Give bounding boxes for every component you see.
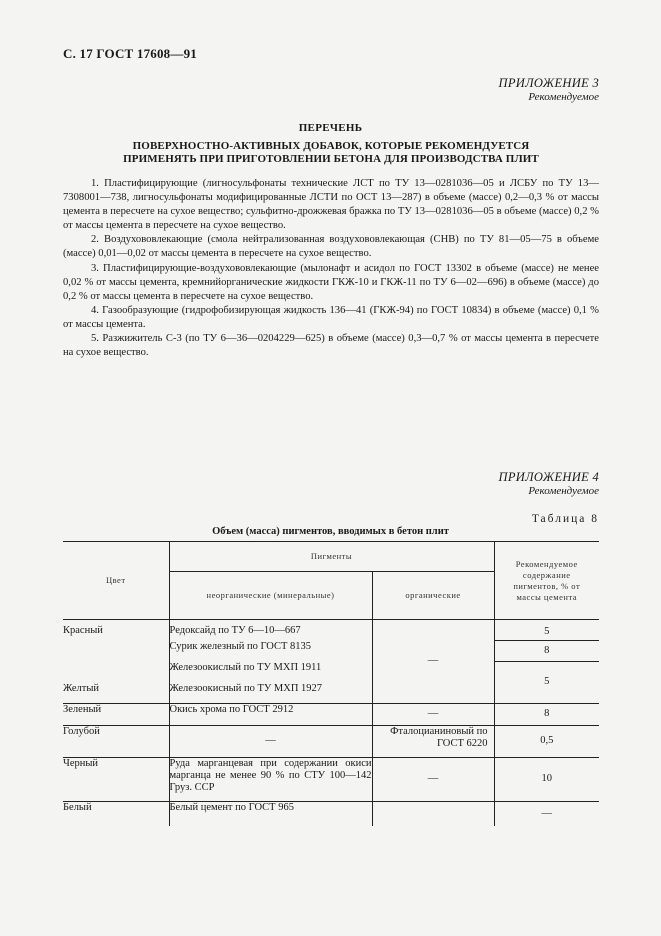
cell-color-red: Красный: [63, 625, 103, 636]
appendix-4-subtitle: Рекомендуемое: [528, 485, 599, 497]
appendix-3-label: [499, 76, 599, 103]
table-title: Объем (масса) пигментов, вводимых в бетон плит: [212, 526, 449, 537]
list-item: 2. Воздухововлекающие (смола нейтрализованная воздухововлекающая (СНВ) по ТУ 81—05—75 в объеме (массе) 0,01—0,02 от массы цемента в пересчете на сухое вещество.: [63, 234, 599, 260]
cell-inorganic: Белый цемент по ГОСТ 965: [169, 802, 372, 826]
appendix-3-subtitle: Рекомендуемое: [528, 91, 599, 103]
appendix-4-title: ПРИЛОЖЕНИЕ 4: [498, 470, 599, 484]
cell-organic-empty: [372, 802, 494, 826]
cell-inorganic: Железоокисный по ТУ МХП 1927: [169, 683, 372, 704]
cell-value: 0,5: [494, 726, 599, 758]
cell-inorganic: Железоокислый по ТУ МХП 1911: [169, 662, 372, 683]
cell-value: 8: [494, 704, 599, 726]
cell-value: 8: [494, 641, 599, 662]
cell-inorganic: Сурик железный по ГОСТ 8135: [169, 641, 372, 662]
list-heading: [63, 140, 599, 166]
header-recommended: Рекомендуемое содержание пигментов, % от массы цемента: [494, 542, 599, 620]
pigments-table: [63, 541, 599, 826]
cell-value: 5: [494, 662, 599, 704]
cell-value: 10: [494, 758, 599, 802]
cell-inorganic: Редоксайд по ТУ 6—10—667: [169, 620, 372, 641]
list-label: ПЕРЕЧЕНЬ: [298, 122, 363, 134]
cell-organic: —: [372, 758, 494, 802]
cell-color-white: Белый: [63, 802, 92, 813]
table-row: [63, 620, 599, 641]
page-header: С. 17 ГОСТ 17608—91: [63, 46, 197, 61]
cell-color-black: Черный: [63, 758, 169, 802]
cell-color-green: Зеленый: [63, 704, 169, 726]
cell-organic-red-yellow: —: [372, 620, 494, 704]
cell-value: —: [494, 802, 599, 826]
cell-color-blue: Голубой: [63, 726, 169, 758]
table-row: [63, 704, 599, 726]
table-number: Таблица 8: [531, 513, 599, 525]
cell-inorganic: —: [169, 726, 372, 758]
appendix-3-title: ПРИЛОЖЕНИЕ 3: [498, 76, 599, 90]
list-item: 1. Пластифицирующие (лигносульфонаты технические ЛСТ по ТУ 13—0281036—05 и ЛСБУ по ТУ 13—7308001—738, лигносульфонаты модифицированные ЛСТИ по ОСТ 13—287) в объеме (массе) 0,2—0,3 % от массы цемента в пересчете на сухое вещество; сульфитно-дрожжевая бражка по ТУ 13—0281036—05 в объеме (массе) 0,2 % от массы цемента в пересчете на сухое вещество.: [63, 178, 599, 232]
list-item: 5. Разжижитель С-3 (по ТУ 6—36—0204229—625) в объеме (массе) 0,3—0,7 % от массы цемента в пересчете на сухое вещество.: [63, 333, 599, 359]
list-item: 4. Газообразующие (гидрофобизирующая жидкость 136—41 (ГКЖ-94) по ГОСТ 10834) в объеме (массе) 0,1 % от массы цемента.: [63, 304, 599, 330]
list-item: 3. Пластифицирующие-воздухововлекающие (мылонафт и асидол по ГОСТ 13302 в объеме (массе) не менее 0,02 % от массы цемента, кремнийорганические жидкости ГКЖ-10 и ГКЖ-11 по ТУ 6—02—696) в объеме (массе) до 0,2 % от массы цемента в пересчете на сухое вещество.: [63, 262, 599, 302]
header-organic: органические: [372, 572, 494, 620]
table-row: [63, 802, 599, 826]
appendix-4-label: [499, 470, 599, 497]
cell-value: 5: [494, 620, 599, 641]
cell-color-yellow: Желтый: [63, 683, 169, 704]
header-color: Цвет: [63, 542, 169, 620]
header-inorganic: неорганические (минеральные): [169, 572, 372, 620]
table-row: [63, 726, 599, 758]
list-heading-line-1: ПОВЕРХНОСТНО-АКТИВНЫХ ДОБАВОК, КОТОРЫЕ РЕКОМЕНДУЕТСЯ: [132, 140, 530, 152]
list-heading-line-2: ПРИМЕНЯТЬ ПРИ ПРИГОТОВЛЕНИИ БЕТОНА ДЛЯ ПРОИЗВОДСТВА ПЛИТ: [123, 153, 539, 165]
additives-list: [63, 177, 599, 360]
table-row: [63, 758, 599, 802]
cell-inorganic: Руда марганцевая при содержании окиси марганца не менее 90 % по СТУ 100—142 Груз. ССР: [169, 758, 372, 802]
cell-organic: —: [372, 704, 494, 726]
cell-organic: Фталоцианиновый по ГОСТ 6220: [372, 726, 494, 758]
header-pigments: Пигменты: [169, 542, 494, 572]
cell-inorganic: Окись хрома по ГОСТ 2912: [169, 704, 372, 726]
